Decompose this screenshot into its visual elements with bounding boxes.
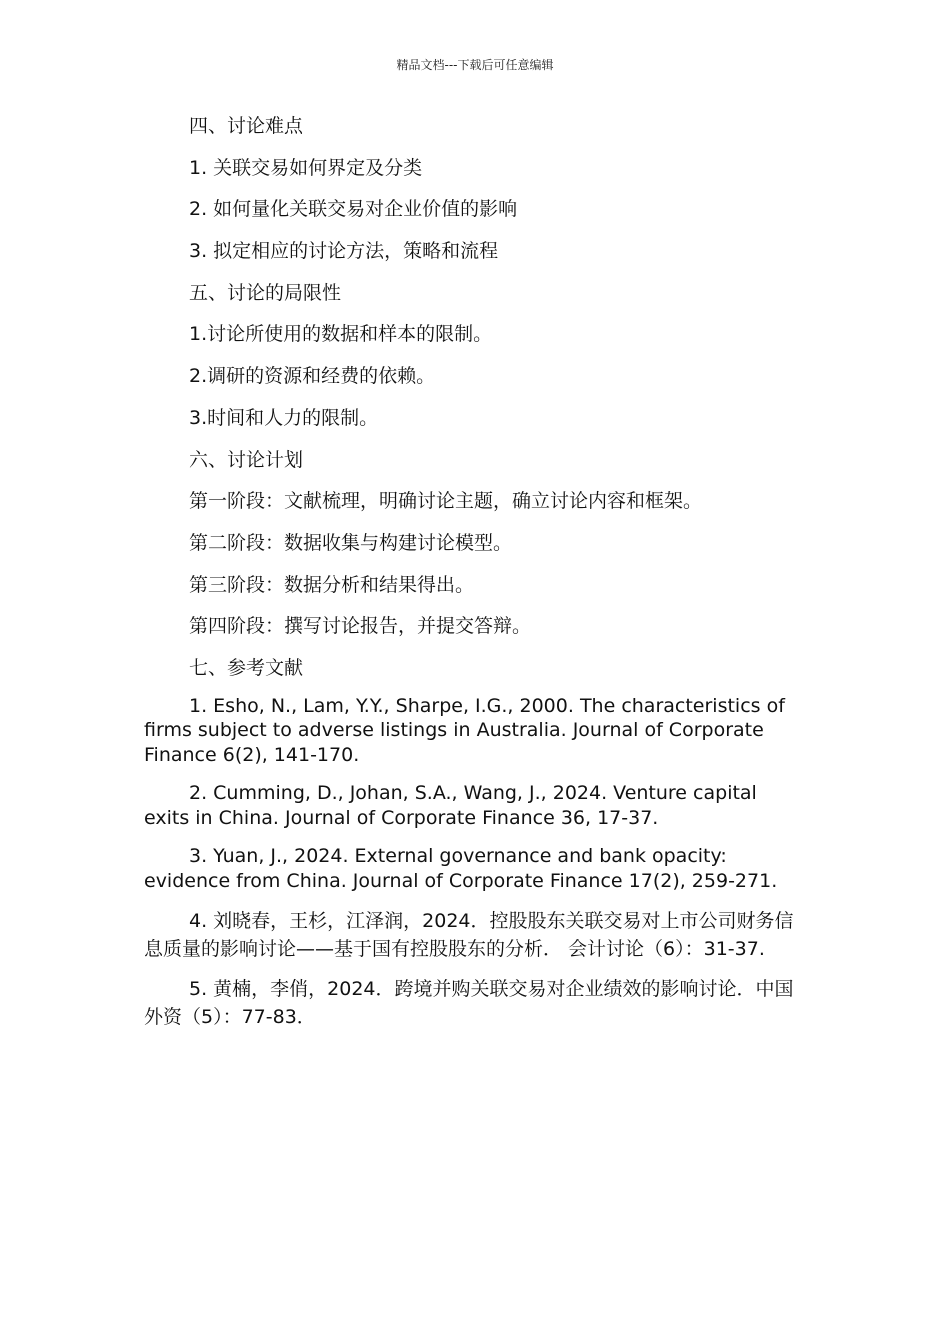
reference-item: 2. Cumming, D., Johan, S.A., Wang, J., 2024. Venture capital exits in China. Journal of Corporate Finance 36, 17-37. — [144, 782, 757, 829]
reference-item: 3. Yuan, J., 2024. External governance and bank opacity: evidence from China. Journal of Corporate Finance 17(2), 259-271. — [144, 845, 778, 892]
section-heading-references: 七、参考文献 — [189, 656, 304, 679]
plan-stage: 第二阶段：数据收集与构建讨论模型。 — [189, 531, 513, 554]
list-item: 1. 关联交易如何界定及分类 — [189, 156, 423, 179]
list-item: 1.讨论所使用的数据和样本的限制。 — [189, 323, 493, 346]
plan-stage: 第三阶段：数据分析和结果得出。 — [189, 573, 475, 596]
reference-item: 5. 黄楠，李俏，2024．跨境并购关联交易对企业绩效的影响讨论．中国外资（5）：77-83． — [144, 978, 794, 1029]
page-header: 精品文档---下载后可任意编辑 — [396, 58, 554, 72]
list-item: 3.时间和人力的限制。 — [189, 406, 379, 429]
reference-item: 1. Esho, N., Lam, Y.Y., Sharpe, I.G., 2000. The characteristics of firms subject to adverse listings in Australia. Journal of Corporate Finance 6(2), 141-170. — [144, 694, 785, 766]
reference-item: 4. 刘晓春，王杉，江泽润，2024．控股股东关联交易对上市公司财务信息质量的影响讨论——基于国有控股股东的分析． 会计讨论（6）：31-37. — [144, 910, 794, 961]
list-item: 2.调研的资源和经费的依赖。 — [189, 365, 436, 388]
plan-stage: 第四阶段：撰写讨论报告，并提交答辩。 — [189, 615, 532, 638]
section-heading-plan: 六、讨论计划 — [189, 448, 304, 471]
section-heading-limitations: 五、讨论的局限性 — [189, 281, 342, 304]
list-item: 3. 拟定相应的讨论方法，策略和流程 — [189, 240, 499, 263]
reference-list — [144, 694, 804, 1032]
section-heading-difficulties: 四、讨论难点 — [189, 115, 304, 137]
plan-stage: 第一阶段：文献梳理，明确讨论主题，确立讨论内容和框架。 — [189, 490, 703, 513]
list-item: 2. 如何量化关联交易对企业价值的影响 — [189, 198, 518, 221]
document-body — [144, 113, 804, 1043]
